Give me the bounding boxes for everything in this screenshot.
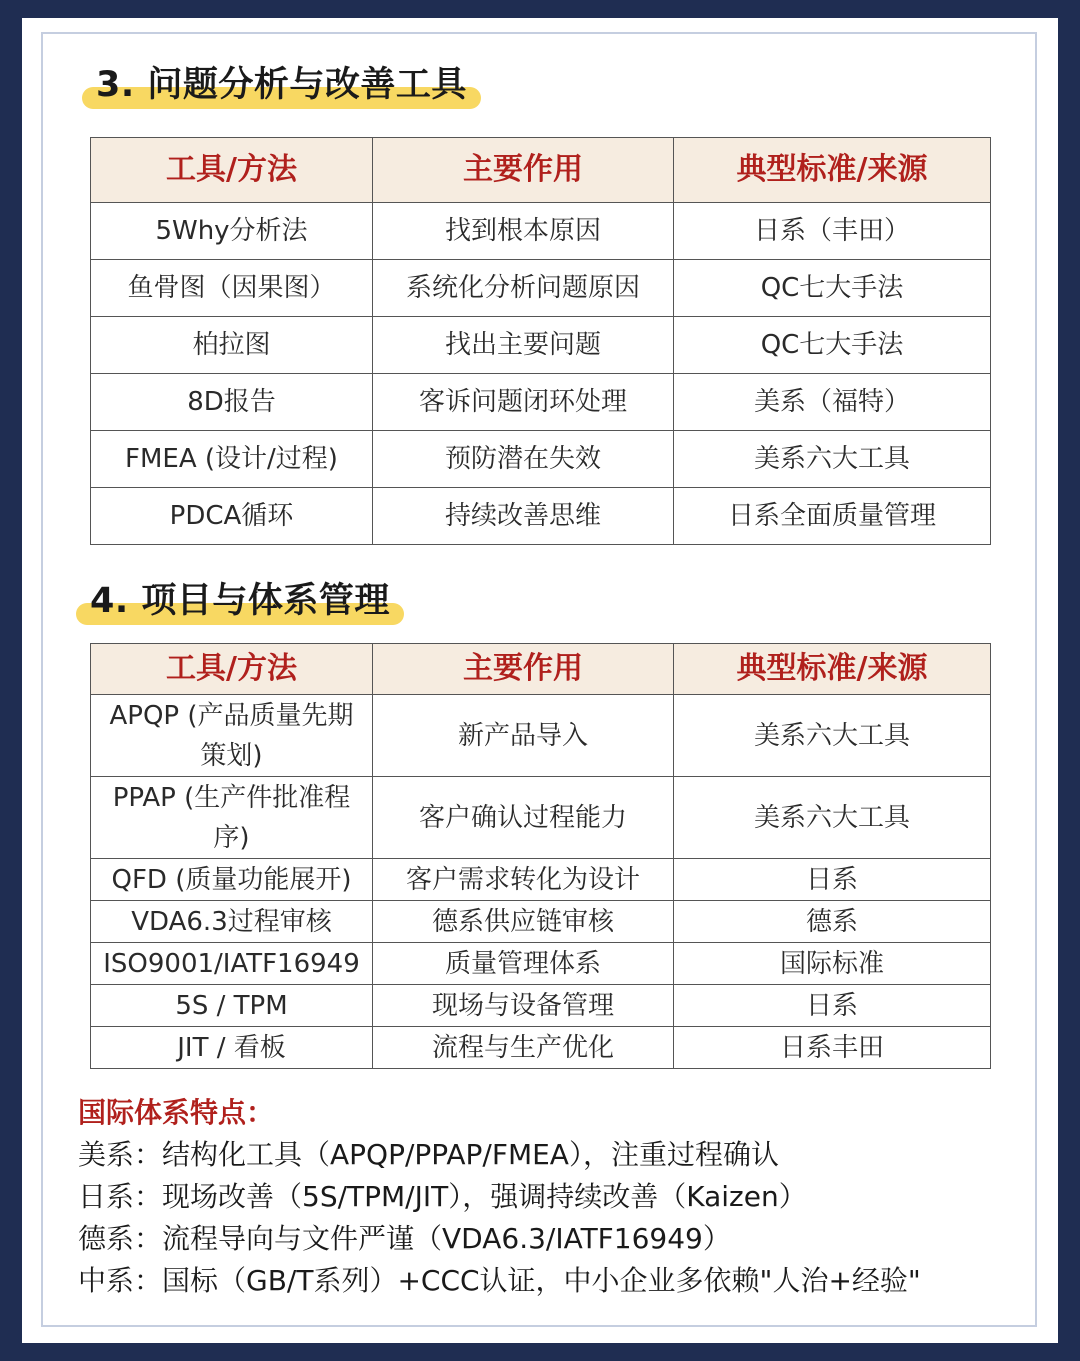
cell-source: 日系	[674, 985, 991, 1027]
cell-tool: PDCA循环	[91, 488, 373, 545]
cell-tool: 5S / TPM	[91, 985, 373, 1027]
note-line-de: 德系：流程导向与文件严谨（VDA6.3/IATF16949）	[78, 1222, 731, 1255]
cell-purpose: 系统化分析问题原因	[373, 260, 674, 317]
international-notes	[78, 1094, 1038, 1302]
cell-source: 美系（福特）	[674, 374, 991, 431]
cell-source: 国际标准	[674, 943, 991, 985]
analysis-tools-table	[90, 137, 991, 545]
table-row	[91, 374, 991, 431]
cell-purpose: 找到根本原因	[373, 203, 674, 260]
note-line-cn: 中系：国标（GB/T系列）+CCC认证，中小企业多依赖"人治+经验"	[78, 1264, 921, 1297]
cell-purpose: 预防潜在失效	[373, 431, 674, 488]
table-row	[91, 1027, 991, 1069]
cell-tool: 5Why分析法	[91, 203, 373, 260]
page	[22, 18, 1058, 1343]
section-4-title	[90, 581, 390, 621]
cell-tool: 鱼骨图（因果图）	[91, 260, 373, 317]
cell-tool: ISO9001/IATF16949	[91, 943, 373, 985]
header-source: 典型标准/来源	[674, 644, 991, 695]
table-row	[91, 488, 991, 545]
cell-source: 美系六大工具	[674, 431, 991, 488]
cell-tool: FMEA (设计/过程)	[91, 431, 373, 488]
cell-source: 日系丰田	[674, 1027, 991, 1069]
cell-source: 日系全面质量管理	[674, 488, 991, 545]
cell-source: 德系	[674, 901, 991, 943]
table-row	[91, 943, 991, 985]
section-3-title	[96, 65, 467, 105]
cell-source: 日系（丰田）	[674, 203, 991, 260]
cell-source: 美系六大工具	[674, 695, 991, 777]
cell-tool: APQP (产品质量先期策划)	[91, 695, 373, 777]
table-row	[91, 203, 991, 260]
cell-tool: QFD (质量功能展开)	[91, 859, 373, 901]
cell-purpose: 新产品导入	[373, 695, 674, 777]
section-3-title-text: 3. 问题分析与改善工具	[96, 65, 467, 105]
cell-purpose: 找出主要问题	[373, 317, 674, 374]
table-row	[91, 985, 991, 1027]
cell-purpose: 现场与设备管理	[373, 985, 674, 1027]
header-tool: 工具/方法	[91, 644, 373, 695]
table-row	[91, 431, 991, 488]
table-header-row	[91, 644, 991, 695]
table-row	[91, 777, 991, 859]
section-4-title-text: 4. 项目与体系管理	[90, 581, 390, 621]
header-tool: 工具/方法	[91, 138, 373, 203]
header-source: 典型标准/来源	[674, 138, 991, 203]
table-row	[91, 901, 991, 943]
notes-title: 国际体系特点：	[78, 1096, 275, 1129]
cell-source: QC七大手法	[674, 260, 991, 317]
note-line-jp: 日系：现场改善（5S/TPM/JIT），强调持续改善（Kaizen）	[78, 1180, 807, 1213]
table-header-row	[91, 138, 991, 203]
system-management-table	[90, 643, 991, 1069]
cell-tool: VDA6.3过程审核	[91, 901, 373, 943]
cell-source: 日系	[674, 859, 991, 901]
cell-purpose: 德系供应链审核	[373, 901, 674, 943]
cell-purpose: 客诉问题闭环处理	[373, 374, 674, 431]
cell-tool: 柏拉图	[91, 317, 373, 374]
cell-source: 美系六大工具	[674, 777, 991, 859]
cell-tool: PPAP (生产件批准程序)	[91, 777, 373, 859]
cell-purpose: 客户确认过程能力	[373, 777, 674, 859]
header-purpose: 主要作用	[373, 644, 674, 695]
cell-purpose: 持续改善思维	[373, 488, 674, 545]
table-row	[91, 695, 991, 777]
table-row	[91, 260, 991, 317]
cell-purpose: 客户需求转化为设计	[373, 859, 674, 901]
table-row	[91, 317, 991, 374]
cell-tool: 8D报告	[91, 374, 373, 431]
cell-source: QC七大手法	[674, 317, 991, 374]
cell-purpose: 流程与生产优化	[373, 1027, 674, 1069]
table-row	[91, 859, 991, 901]
cell-tool: JIT / 看板	[91, 1027, 373, 1069]
note-line-us: 美系：结构化工具（APQP/PPAP/FMEA），注重过程确认	[78, 1138, 779, 1171]
header-purpose: 主要作用	[373, 138, 674, 203]
cell-purpose: 质量管理体系	[373, 943, 674, 985]
